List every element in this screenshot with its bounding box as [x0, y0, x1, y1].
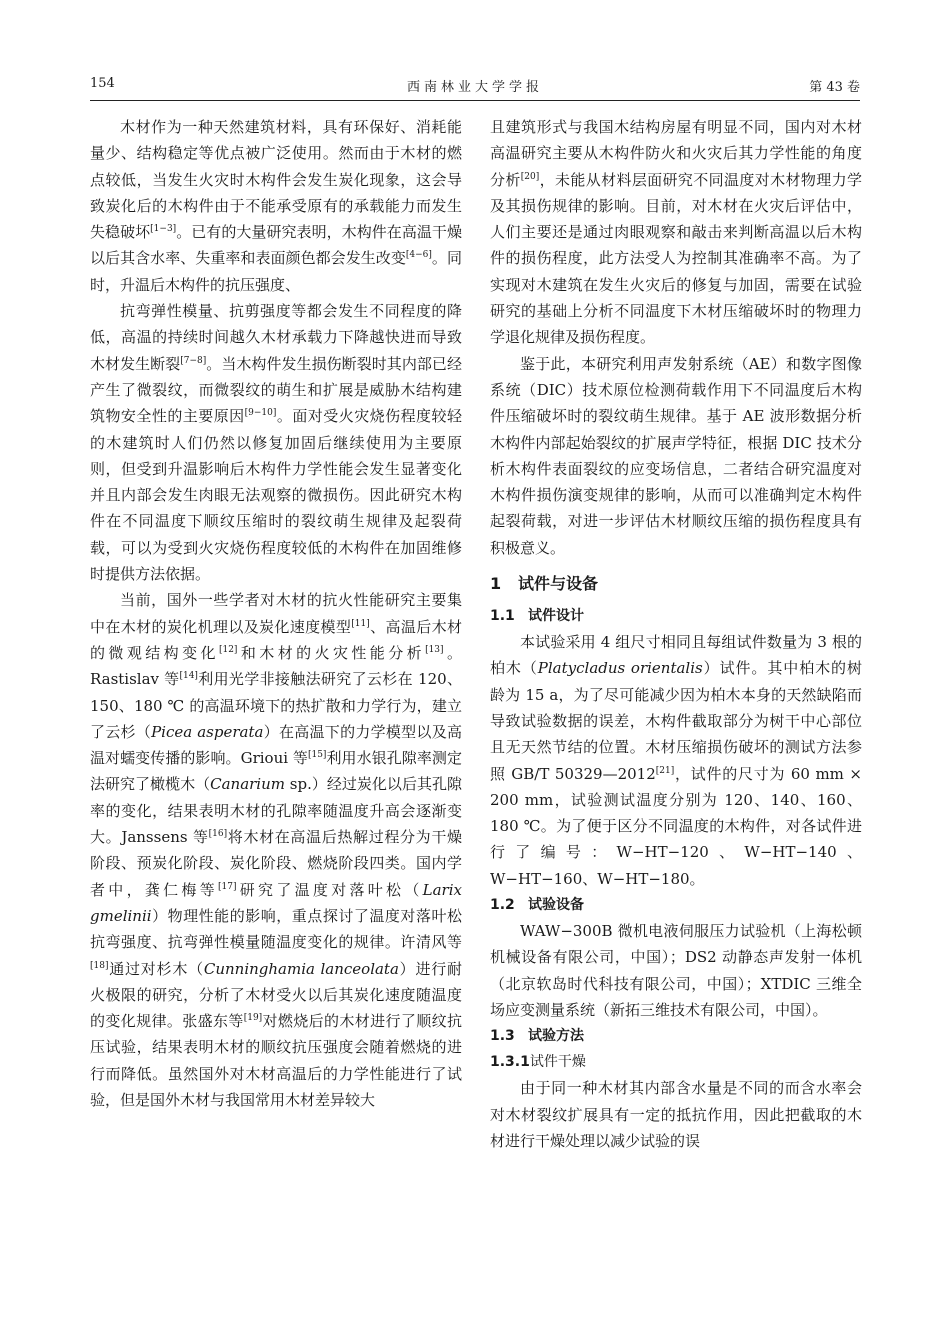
left-column [90, 114, 462, 1113]
volume-label: 第 43 卷 [809, 80, 860, 95]
subsection-heading: 1.3 试验方法 [490, 1028, 584, 1045]
citation[interactable]: [15] [307, 750, 327, 761]
species-name: Larix gmelinii [90, 880, 462, 925]
paragraph: 抗弯弹性模量、抗剪强度等都会发生不同程度的降低，高温的持续时间越久木材承载力下降越快进而导致木材发生断裂[7−8]。当木构件发生损伤断裂时其内部已经产生了微裂纹，而微裂纹的萌生和扩展是威胁木结构建筑物安全性的主要原因[9−10]。面对受火灾烧伤程度较轻的木建筑时人们仍然以修复加固后继续使用为主要原则，但受到升温影响后木构件力学性能会发生显著变化并且内部会发生肉眼无法观察的微损伤。因此研究木构件在不同温度下顺纹压缩时的裂纹萌生规律及起裂荷载，可以为受到火灾烧伤程度较低的木构件在加固维修时提供方法依据。 [90, 302, 462, 584]
citation[interactable]: [16] [208, 829, 228, 840]
citation[interactable]: [17] [218, 881, 237, 892]
paragraph: 当前，国外一些学者对木材的抗火性能研究主要集中在木材的炭化机理以及炭化速度模型[11]、高温后木材的微观结构变化[12]和木材的火灾性能分析[13]。Rastislav 等[14]利用光学非接触法研究了云杉在 120、150、180 ℃ 的高温环境下的热扩散和力学行为，建立了云杉（Picea asperata）在高温下的力学模型以及高温对蠕变传播的影响。Grioui 等[15]利用水银孔隙率测定法研究了橄榄木（Canarium sp.）经过炭化以后其孔隙率的变化，结果表明木材的孔隙率随温度升高会逐渐变大。Janssens 等[16]将木材在高温后热解过程分为干燥阶段、预炭化阶段、炭化阶段、燃烧阶段四类。国内学者中，龚仁梅等[17]研究了温度对落叶松（Larix gmelinii）物理性能的影响，重点探讨了温度对落叶松抗弯强度、抗弯弹性模量随温度变化的规律。许清风等[18]通过对杉木（Cunninghamia lanceolata）进行耐火极限的研究，分析了木材受火以后其炭化速度随温度的变化规律。张盛东等[19]对燃烧后的木材进行了顺纹抗压试验，结果表明木材的顺纹抗压强度会随着燃烧的进行而降低。虽然国外对木材高温后的力学性能进行了试验，但是国外木材与我国常用木材差异较大 [90, 591, 462, 1109]
paragraph: 且建筑形式与我国木结构房屋有明显不同，国内对木材高温研究主要从木构件防火和火灾后其力学性能的角度分析[20]，未能从材料层面研究不同温度对木材物理力学及其损伤规律的影响。目前，对木材在火灾后评估中，人们主要还是通过肉眼观察和敲击来判断高温以后木构件的损伤程度，此方法受人为控制其准确率不高。为了实现对木建筑在发生火灾后的修复与加固，需要在试验研究的基础上分析不同温度下木材压缩破坏时的物理力学退化规律及损伤程度。 [490, 118, 862, 347]
section-heading: 1 试件与设备 [490, 574, 599, 594]
paragraph: 本试验采用 4 组尺寸相同且每组试件数量为 3 根的柏木（Platycladus orientalis）试件。其中柏木的树龄为 15 a，为了尽可能减少因为柏木本身的天然缺陷而导致试验数据的误差，木构件截取部分为树干中心部位且无天然节结的位置。木材压缩损伤破坏的测试方法参照 GB/T 50329—2012[21]，试件的尺寸为 60 mm × 200 mm，试验测试温度分别为 120、140、160、180 ℃。为了便于区分不同温度的木构件，对各试件进行了编号：W−HT−120、W−HT−140、W−HT−160、W−HT−180。 [490, 633, 862, 888]
page-number: 154 [90, 76, 115, 91]
citation[interactable]: [13] [425, 644, 444, 655]
journal-title: 西南林业大学学报 [406, 80, 543, 95]
species-name: Cunninghamia lanceolata [203, 959, 399, 978]
subsection-heading: 1.1 试件设计 [490, 608, 584, 625]
citation[interactable]: [7−8] [180, 355, 207, 366]
subsection-heading: 1.2 试验设备 [490, 897, 584, 914]
header-rule [90, 100, 860, 101]
species-name: Canarium [210, 775, 285, 794]
citation[interactable]: [1−3] [150, 224, 177, 235]
running-header [90, 76, 860, 96]
paragraph: 木材作为一种天然建筑材料，具有环保好、消耗能量少、结构稳定等优点被广泛使用。然而由于木材的燃点较低，当发生火灾时木构件会发生炭化现象，这会导致炭化后的木构件由于不能承受原有的承载能力而发生失稳破坏[1−3]。已有的大量研究表明，木构件在高温干燥以后其含水率、失重率和表面颜色都会发生改变[4−6]。同时，升温后木构件的抗压强度、 [90, 118, 462, 294]
paragraph: WAW−300B 微机电液伺服压力试验机（上海松顿机械设备有限公司，中国）；DS2 动静态声发射一体机（北京软岛时代科技有限公司，中国）；XTDIC 三维全场应变测量系统（新拓三维技术有限公司，中国）。 [490, 922, 862, 1019]
species-name: Picea asperata [151, 722, 264, 741]
right-column [490, 114, 862, 1154]
paragraph: 鉴于此，本研究利用声发射系统（AE）和数字图像系统（DIC）技术原位检测荷载作用下不同温度后木构件压缩破坏时的裂纹萌生规律。基于 AE 波形数据分析木构件内部起始裂纹的扩展声学特征，根据 DIC 技术分析木构件表面裂纹的应变场信息，二者结合研究温度对木构件损伤演变规律的影响，从而可以准确判定木构件起裂荷载，对进一步评估木材顺纹压缩的损伤程度具有积极意义。 [490, 354, 862, 557]
paragraph: 由于同一种木材其内部含水量是不同的而含水率会对木材裂纹扩展具有一定的抵抗作用，因此把截取的木材进行干燥处理以减少试验的误 [490, 1079, 862, 1150]
citation[interactable]: [4−6] [405, 250, 432, 261]
citation[interactable]: [11] [351, 618, 370, 629]
citation[interactable]: [9−10] [244, 408, 277, 419]
subsubsection-heading: 1.3.1试件干燥 [490, 1054, 586, 1071]
citation[interactable]: [12] [218, 644, 238, 655]
citation[interactable]: [14] [179, 671, 198, 682]
citation[interactable]: [19] [243, 1013, 263, 1024]
species-name: Platycladus orientalis [537, 659, 703, 678]
citation[interactable]: [20] [520, 171, 540, 182]
citation[interactable]: [21] [655, 765, 675, 776]
citation[interactable]: [18] [90, 960, 109, 971]
